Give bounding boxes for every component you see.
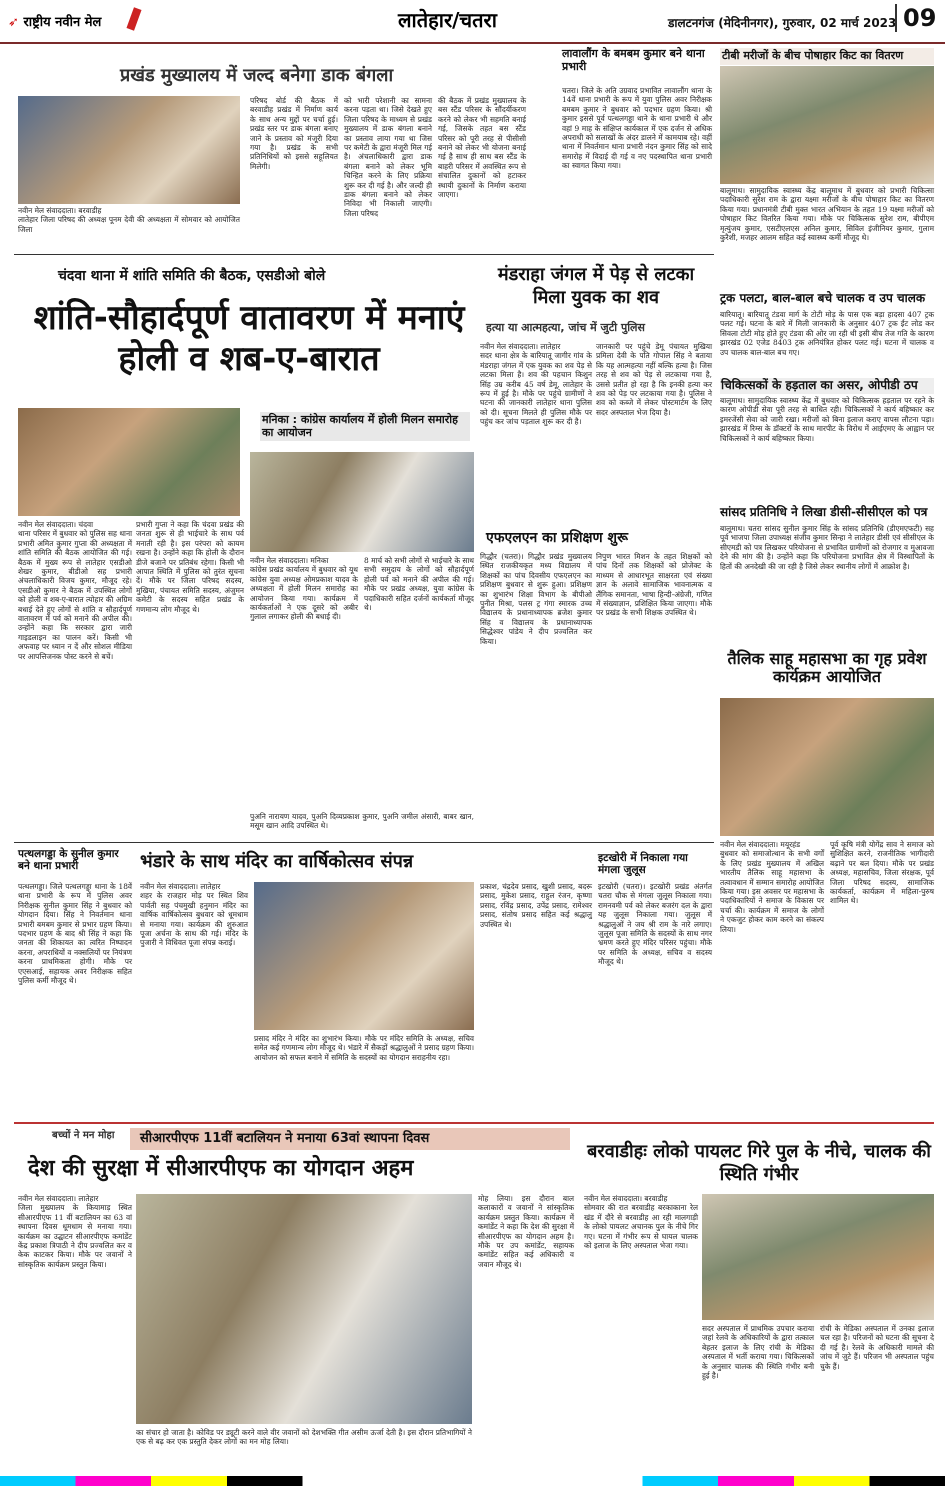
a12-body: पत्थलगड्डा। जिले पत्थलगड्डा थाना के 18वें थाना प्रभारी के रूप में पुलिस अवर निरीक्षक सुनील कुमार सिंह ने बुधवार को योगदान दिया। सिंह ने निवर्तमान थाना प्रभारी बमबम कुमार से प्रभार ग्रहण किया। पदभार ग्रहण के बाद श्री सिंह ने कहा कि जनता की शिकायत का त्वरित निष्पादन करना, अपराधियों व नक्सलियों पर नियंत्रण करना प्राथमिकता होगी। मौके पर एएसआई, सहायक अवर निरीक्षक सहित पुलिस कर्मी मौजूद थे। xyxy=(18,882,135,986)
a2-body: चतरा। जिले के अति उग्रवाद प्रभावित लावालौंग थाना के 14वें थाना प्रभारी के रूप में युवा पुलिस अवर निरीक्षक बमबम कुमार ने बुधवार को पदभार ग्रहण किया। श्री कुमार इससे पूर्व पत्थलगड्डा थाने के थाना प्रभारी थे और वहां 9 माह के संक्षिप्त कार्यकाल में एक दर्जन से अधिक अपराधी को सलाखों के अंदर डालने में कामयाब रहे। वहीं थाना में निवर्तमान थाना प्रभारी नंदन कुमार सिंह को सादे समारोह में विदाई दी गई व नए पदस्थापित थाना प्रभारी का स्वागत किया गया। xyxy=(562,86,715,171)
a12-headline: पत्थलगड्डा के सुनील कुमार बने थाना प्रभारी xyxy=(18,848,119,873)
a5-headline: चिकित्सकों के हड़ताल का असर, ओपीडी ठप xyxy=(720,378,934,394)
a11-col1: नवीन मेल संवाददाता। मयूरहंड बुधवार को समाजोत्थान के सभी वर्गों के लिए प्रखंड मुख्यालय में अखिल भारतीय तैलिक साहू महासभा के तत्वावधान में सम्मान समारोह आयोजित किया गया। इस अवसर पर महासभा के पदाधिकारियों ने समाज के विकास पर चर्चा की। कार्यक्रम में समाज के लोगों ने एकजुट होकर काम करने का संकल्प लिया। xyxy=(720,840,824,934)
a10-col2: निपुण भारत मिशन के तहत शिक्षकों को पांच दिनों तक शिक्षकों को प्रोजेक्ट के माध्यम से आधारभूत साक्षरता एवं संख्या ज्ञान के अलावे सामाजिक भावनात्मक व लैंगिक समानता, भाषा हिन्दी-अंग्रेजी, गणित में संख्याज्ञान, प्रशिक्षित किया जाएगा। मौके पर प्रखंड के सभी शिक्षक उपस्थित थे। xyxy=(596,552,715,618)
a15-col1: नवीन मेल संवाददाता। लातेहार जिला मुख्यालय के कियामाड़ स्थित सीआरपीएफ 11 वीं बटालियन का 63 वां स्थापना दिवस धूमधाम से मनाया गया। कार्यक्रम का उद्घाटन सीआरपीएफ कमांडेंट केंद्र प्रकाश त्रिपाठी ने दीप प्रज्वलित कर व केक काटकर किया। मौके पर जवानों ने सांस्कृतिक कार्यक्रम प्रस्तुत किया। xyxy=(18,1194,132,1269)
a9-col2: जानकारी पर पहुंचे डेमू पंचायत मुखिया प्रमिला देवी के पति गोपाल सिंह ने बताया कि यह आत्महत्या नहीं बल्कि हत्या है। जिस तरह से शव को पेड़ से लटकाया गया है, उससे प्रतीत हो रहा है कि इनकी हत्या कर शव को पेड़ पर लटकाया गया है। पुलिस ने शव को कब्जे में लेकर पोस्टमार्टम के लिए सदर अस्पताल भेज दिया है। xyxy=(596,342,715,417)
a13-col1: नवीन मेल संवाददाता। लातेहार शहर के राजहार मोड़ पर स्थित शिव पार्वती सह पंचमुखी हनुमान मंदिर का वार्षिक वार्षिकोत्सव बुधवार को धूमधाम से मनाया गया। कार्यक्रम की शुरुआत पूजा अर्चना के साथ की गई। मंदिर के पुजारी ने विधिवत पूजा संपन्न कराई। xyxy=(140,882,248,948)
a16-photo xyxy=(702,1194,934,1320)
a16-col1: नवीन मेल संवाददाता। बरवाडीह सोमवार की रात बरवाडीह बरकाकाना रेल खंड में दौरे से बरवाडीह आ रही मालगाड़ी के लोको पायलट अचानक पुल के नीचे गिर गए। घटना में गंभीर रूप से घायल चालक को इलाज के लिए अस्पताल भेजा गया। xyxy=(584,1194,698,1251)
dateline: डालटनगंज (मेदिनीनगर), गुरुवार, 02 मार्च 2023 xyxy=(668,16,897,30)
pen-icon xyxy=(126,7,141,30)
brand-logo xyxy=(8,12,101,30)
divider xyxy=(14,254,714,255)
a6-body: बालूमाथ। चतरा सांसद सुनील कुमार सिंह के सांसद प्रतिनिधि (डीएमएफटी) सह पूर्व भाजपा जिला उपाध्यक्ष संजीव कुमार सिन्हा ने लातेहार डीसी एवं सीसीएल के सीएमडी को पत्र लिखकर परियोजना से प्रभावित ग्रामीणों को रोजगार व मुआवजा देने की मांग की है। उन्होंने कहा कि परियोजना प्रभावित क्षेत्र में विस्थापितों के हितों की अनदेखी की जा रही है जिसे लेकर स्थानीय लोगों में आक्रोश है। xyxy=(720,524,937,571)
color-registration-bar xyxy=(0,1476,945,1486)
a15-headline: देश की सुरक्षा में सीआरपीएफ का योगदान अहम xyxy=(28,1156,414,1181)
a7-headline: शांति-सौहार्दपूर्ण वातावरण में मनाएं होली व शब-ए-बारात xyxy=(33,298,465,379)
a1-col1: नवीन मेल संवाददाता। बरवाडीह लातेहार जिला परिषद की अध्यक्ष पूनम देवी की अध्यक्षता में सोमवार को आयोजित जिला xyxy=(18,206,240,234)
a13-col2: प्रसाद मंदिर ने मंदिर का शुभारंभ किया। मौके पर मंदिर समिति के अध्यक्ष, सचिव समेत कई गणमान्य लोग मौजूद थे। भंडारे में सैकड़ों श्रद्धालुओं ने प्रसाद ग्रहण किया। आयोजन को सफल बनाने में समिति के सदस्यों का योगदान सराहनीय रहा। xyxy=(254,1034,477,1062)
a15-col2: का संचार हो जाता है। कोविड पर ड्यूटी करने वाले वीर जवानों को देशभक्ति गीत असीम ऊर्जा देती है। इस दौरान प्रतिभागियों ने एक से बढ़ कर एक प्रस्तुति देकर लोगों का मन मोह लिया। xyxy=(136,1428,475,1447)
bird-icon: ➶ xyxy=(8,15,19,30)
a8-col1: नवीन मेल संवाददाता। मनिका कांग्रेस प्रखंड कार्यालय में बुधवार को यूथ कांग्रेस युवा अध्यक्ष ओमप्रकाश यादव के अध्यक्षता में होली मिलन समारोह का आयोजन किया गया। कार्यक्रम में कार्यकर्ताओं ने एक दूसरे को अबीर गुलाल लगाकर होली की बधाई दी। xyxy=(250,556,358,622)
a13-photo xyxy=(254,882,474,1030)
a7-kicker: चंदवा थाना में शांति समिति की बैठक, एसडीओ बोले xyxy=(58,268,326,284)
a15-sub: सीआरपीएफ 11वीं बटालियन ने मनाया 63वां स्थापना दिवस xyxy=(140,1131,430,1146)
a15-kicker: बच्चों ने मन मोहा xyxy=(52,1130,115,1141)
a10-headline: एफएलएन का प्रशिक्षण शुरू xyxy=(486,530,628,546)
a16-col3: रांची के मेडिका अस्पताल में उनका इलाज चल रहा है। परिजनों को घटना की सूचना दे दी गई है। रेलवे के अधिकारी मामले की जांच में जुटे हैं। परिजन भी अस्पताल पहुंच चुके हैं। xyxy=(820,1324,937,1371)
a8-col3: पुअनि नारायण यादव, पुअनि दिव्यप्रकाश कुमार, पुअनि जमील अंसारी, बाबर खान, मसूम खान आदि उपस्थित थे। xyxy=(250,812,477,831)
a16-col2: सदर अस्पताल में प्राथमिक उपचार कराया जहां रेलवे के अधिकारियों के द्वारा तत्काल बेहतर इलाज के लिए रांची के मेडिका अस्पताल में भर्ती कराया गया। चिकित्सकों के अनुसार चालक की स्थिति गंभीर बनी हुई है। xyxy=(702,1324,817,1381)
a16-headline: बरवाडीहः लोको पायलट गिरे पुल के नीचे, चालक की स्थिति गंभीर xyxy=(587,1141,931,1186)
a3-photo xyxy=(720,66,934,184)
a1-col3: को भारी परेशानी का सामना करना पड़ता था। जिसे देखते हुए जिला परिषद के माध्यम से प्रखंड मुख्यालय में डाक बंगला बनाने का प्रस्ताव लाया गया था जिस पर कमेटी के द्वारा मंजूरी मिल गई है। अंचलाधिकारी द्वारा डाक बंगला बनाने को लेकर भूमि चिन्हित करने के लिए प्रक्रिया शुरू कर दी गई है। और जल्दी ही डाक बंगला बनाने को लेकर निविदा भी निकाली जाएगी। जिला परिषद xyxy=(344,96,435,218)
brand-name: राष्ट्रीय नवीन मेल xyxy=(23,15,102,30)
a13-col3: प्रकाश, चंद्रदेव प्रसाद, खुशी प्रसाद, बदरू प्रसाद, मुकेश प्रसाद, राहुल रंजन, कृष्णा प्रसाद, रविंद्र प्रसाद, उपेंद्र प्रसाद, रामेश्वर प्रसाद, संतोष प्रसाद सहित कई श्रद्धालु उपस्थित थे। xyxy=(480,882,595,929)
a15-col3: मोह लिया। इस दौरान बाल कलाकारों व जवानों ने सांस्कृतिक कार्यक्रम प्रस्तुत किया। कार्यक्रम में कमांडेंट ने कहा कि देश की सुरक्षा में सीआरपीएफ का योगदान अहम है। मौके पर उप कमांडेंट, सहायक कमांडेंट सहित कई अधिकारी व जवान मौजूद थे। xyxy=(478,1194,577,1269)
a8-headline: मनिका : कांग्रेस कार्यालय में होली मिलन समारोह का आयोजन xyxy=(260,412,470,441)
a8-col2: 8 मार्च को सभी लोगों से भाईचारे के साथ सभी समुदाय के लोगों को सौहार्दपूर्ण होली पर्व को मनाने की अपील की गई। मौके पर प्रखंड अध्यक्ष, युवा कांग्रेस के पदाधिकारी सहित दर्जनों कार्यकर्ता मौजूद थे। xyxy=(364,556,477,613)
section-title: लातेहार/चतरा xyxy=(398,8,497,32)
a14-body: इटखोरी (चतरा)। इटखोरी प्रखंड अंतर्गत चतरा चौक से मंगला जुलूस निकाला गया। रामनवमी पर्व को लेकर बजरंग दल के द्वारा यह जुलूस निकाला गया। जुलूस में श्रद्धालुओं ने जय श्री राम के नारे लगाए। जुलूस पूजा समिति के सदस्यों के साथ नगर भ्रमण करते हुए मंदिर परिसर पहुंचा। मौके पर समिति के अध्यक्ष, सचिव व सदस्य मौजूद थे। xyxy=(598,882,715,967)
a11-photo xyxy=(720,698,934,836)
a13-headline: भंडारे के साथ मंदिर का वार्षिकोत्सव संपन्न xyxy=(140,851,414,872)
divider xyxy=(14,1122,934,1124)
a5-body: बालूमाथ। सामुदायिक स्वास्थ्य केंद्र में बुधवार को चिकित्सक हड़ताल पर रहने के कारण ओपीडी सेवा पूरी तरह से बाधित रही। चिकित्सकों ने कार्य बहिष्कार कर इमरजेंसी सेवा को जारी रखा। मरीजों को बिना इलाज कराए वापस लौटना पड़ा। झारखंड में रिम्स के डॉक्टरों के साथ मारपीट के विरोध में आईएमए के आह्वान पर चिकित्सकों ने कार्य बहिष्कार किया। xyxy=(720,396,937,443)
page-number: 09 xyxy=(895,4,936,32)
a1-headline: प्रखंड मुख्यालय में जल्द बनेगा डाक बंगला xyxy=(120,65,394,86)
a8-photo xyxy=(250,452,474,552)
a4-headline: ट्रक पलटा, बाल-बाल बचे चालक व उप चालक xyxy=(720,291,926,305)
a1-col2: परिषद बोर्ड की बैठक में बरवाडीह प्रखंड में निर्माण कार्य के साथ अन्य मुद्दों पर चर्चा हुई। प्रखंड स्तर पर डाक बंगला बनाए जाने के प्रस्ताव को मंजूरी दिया गया है। प्रखंड के सभी प्रतिनिधियों को इससे सहूलियत मिलेगी। xyxy=(250,96,341,171)
masthead xyxy=(0,0,945,44)
a15-photo xyxy=(136,1194,472,1424)
a14-headline: इटखोरी में निकाला गया मंगला जुलूस xyxy=(598,852,688,877)
a9-kicker: हत्या या आत्महत्या, जांच में जुटी पुलिस xyxy=(486,321,645,334)
a9-headline: मंडराहा जंगल में पेड़ से लटका मिला युवक का शव xyxy=(497,264,695,308)
a11-headline: तैलिक साहू महासभा का गृह प्रवेश कार्यक्रम आयोजित xyxy=(727,649,927,687)
a7-col2: प्रभारी गुप्ता ने कहा कि चंदवा प्रखंड की जनता शुरू से ही भाईचारे के साथ पर्व मनाती रही है। इस परंपरा को कायम रखना है। उन्होंने कहा कि होली के दौरान डीजे बजाने पर प्रतिबंध रहेगा। किसी भी आपात स्थिति में पुलिस को तुरंत सूचना दें। मौके पर जिला परिषद सदस्य, मुखिया, पंचायत समिति सदस्य, अंजुमन कमेटी के सदस्य सहित प्रखंड के गणमान्य लोग मौजूद थे। xyxy=(136,520,247,614)
a7-col1: नवीन मेल संवाददाता। चंदवा थाना परिसर में बुधवार को पुलिस सह थाना प्रभारी अमित कुमार गुप्ता की अध्यक्षता में शांति समिति की बैठक आयोजित की गई। बैठक में मुख्य रूप से लातेहार एसडीओ शेखर कुमार, बीडीओ सह प्रभारी अंचलाधिकारी विजय कुमार, मौजूद रहे। एसडीओ कुमार ने बैठक में उपस्थित लोगों को होली व शब-ए-बारात त्योहार की अग्रिम बधाई देते हुए लोगों से शांति व सौहार्दपूर्ण वातावरण में पर्व को मनाने की अपील की। उन्होंने कहा कि सरकार द्वारा जारी गाइडलाइन का पालन करें। किसी भी अफवाह पर ध्यान न दें और सोशल मीडिया पर आपत्तिजनक पोस्ट करने से बचें। xyxy=(18,520,132,661)
a1-col4: की बैठक में प्रखंड मुख्यालय के बस स्टैंड परिसर के सौंदर्यीकरण करने को लेकर भी सहमति बनाई गई, जिसके तहत बस स्टैंड परिसर को पूरी तरह से पीसीसी बनाने को लेकर भी योजना बनाई गई है साथ ही साथ बस स्टैंड के बाहरी परिसर में अवस्थित रूप से संचालित दुकानों को हटाकर स्थायी दुकानों के निर्माण कराया जाएगा। xyxy=(438,96,529,200)
a10-col1: गिद्धौर (चतरा)। गिद्धौर प्रखंड मुख्यालय स्थित राजकीयकृत मध्य विद्यालय में शिक्षकों का पांच दिवसीय एफएलएन का प्रशिक्षण बुधवार से शुरू हुआ। प्रशिक्षण का शुभारंभ शिक्षा विभाग के बीपीओ पुनीत मिश्रा, पलस ट्र गंगा स्मारक उच्च विद्यालय के प्रधानाध्यापक ब्रजेश कुमार सिंह व विद्यालय के प्रधानाध्यापक सिद्धेश्वर पांडेय ने दीप प्रज्वलित कर किया। xyxy=(480,552,595,646)
a3-headline: टीबी मरीजों के बीच पोषाहार किट का वितरण xyxy=(720,48,934,65)
a11-col2: पूर्व कृषि मंत्री योगेंद्र साव ने समाज को सुशिक्षित करने, राजनीतिक भागीदारी बढ़ाने पर बल दिया। मौके पर प्रखंड अध्यक्ष, महासचिव, जिला संरक्षक, पूर्व जिला परिषद सदस्य, सामाजिक कार्यकर्ता, कार्यक्रम में महिला-पुरुष शामिल थे। xyxy=(830,840,937,906)
a3-body: बालूमाथ। सामुदायिक स्वास्थ्य केंद्र बालूमाथ में बुधवार को प्रभारी चिकित्सा पदाधिकारी सुरेश राम के द्वारा यक्ष्मा मरीजों के बीच पोषाहार किट का वितरण किया गया। प्रधानमंत्री टीबी मुक्त भारत अभियान के तहत 19 यक्ष्मा मरीजों को पोषाहार किट वितरित किया गया। मौके पर चिकित्सक सुरेश राम, बीपीएम मृत्युंजय कुमार, एसटीएलएस अनिल कुमार, सिविल इंजीनियर कुमार, गुलाम कुरैशी, मजहर आलम सहित कई स्वास्थ्य कर्मी मौजूद थे। xyxy=(720,186,937,243)
a9-col1: नवीन मेल संवाददाता। लातेहार सदर थाना क्षेत्र के बारियातू जागीर गांव के मंडराहा जंगल में एक युवक का शव पेड़ से लटका मिला है। शव की पहचान किशुन सिंह उम्र करीब 45 वर्ष डेमू, लातेहार के रूप में हुई है। मौके पर पहुंचे ग्रामीणों ने घटना की जानकारी लातेहार थाना पुलिस को दी। सूचना मिलते ही पुलिस मौके पर पहुंच कर जांच पड़ताल शुरू कर दी है। xyxy=(480,342,592,427)
a6-headline: सांसद प्रतिनिधि ने लिखा डीसी-सीसीएल को पत्र xyxy=(720,505,928,519)
divider xyxy=(14,842,714,843)
a7-photo xyxy=(18,408,240,516)
a1-photo xyxy=(18,96,240,204)
a2-headline: लावालौंग के बमबम कुमार बने थाना प्रभारी xyxy=(562,47,705,73)
a4-body: बारियातू। बारियातू टंडवा मार्ग के टोटी मोड़ के पास एक बड़ा हादसा 407 ट्रक पलट गई। घटना के बारे में मिली जानकारी के अनुसार 407 ट्रक ईंट लोड कर सिवला टोटी मोड़ होते हुए टंडवा की ओर जा रही थी इसी बीच तेज गति के कारण झारखंड 02 एजेड 8403 ट्रक अनियंत्रित होकर पलट गई। घटना में चालक व उप चालक बाल-बाल बच गए। xyxy=(720,310,937,357)
